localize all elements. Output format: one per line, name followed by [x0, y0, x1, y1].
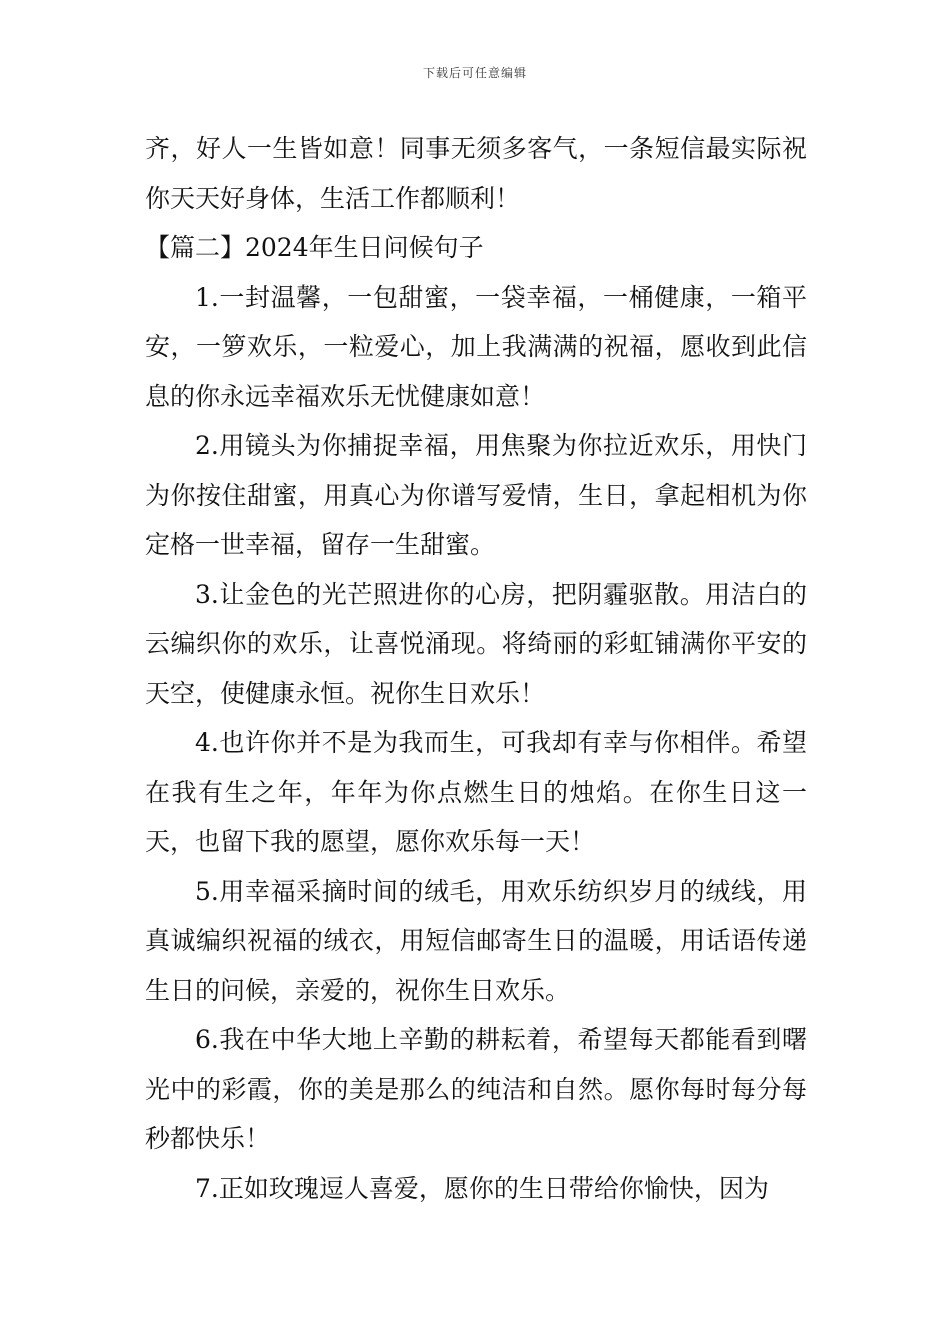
list-item: 4.也许你并不是为我而生，可我却有幸与你相伴。希望在我有生之年，年年为你点燃生日的烛焰。在你生日这一天，也留下我的愿望，愿你欢乐每一天！ [145, 728, 807, 856]
list-item: 5.用幸福采摘时间的绒毛，用欢乐纺织岁月的绒线，用真诚编织祝福的绒衣，用短信邮寄生日的温暖，用话语传递生日的问候，亲爱的，祝你生日欢乐。 [145, 876, 807, 1005]
list-item: 2.用镜头为你捕捉幸福，用焦聚为你拉近欢乐，用快门为你按住甜蜜，用真心为你谱写爱情，生日，拿起相机为你定格一世幸福，留存一生甜蜜。 [145, 431, 807, 559]
page-header-note: 下载后可任意编辑 [422, 66, 527, 80]
list-item: 3.让金色的光芒照进你的心房，把阴霾驱散。用洁白的云编织你的欢乐，让喜悦涌现。将绮丽的彩虹铺满你平安的天空，使健康永恒。祝你生日欢乐！ [145, 579, 807, 708]
continuation-paragraph: 齐，好人一生皆如意！同事无须多客气，一条短信最实际祝你天天好身体，生活工作都顺利！ [145, 134, 807, 213]
list-item: 1.一封温馨，一包甜蜜，一袋幸福，一桶健康，一箱平安，一箩欢乐，一粒爱心，加上我满满的祝福，愿收到此信息的你永远幸福欢乐无忧健康如意！ [145, 282, 807, 411]
section-title: 【篇二】2024年生日问候句子 [145, 233, 484, 262]
list-item: 6.我在中华大地上辛勤的耕耘着，希望每天都能看到曙光中的彩霞，你的美是那么的纯洁和自然。愿你每时每分每秒都快乐！ [145, 1025, 807, 1153]
list-item: 7.正如玫瑰逗人喜爱，愿你的生日带给你愉快，因为 [195, 1173, 769, 1203]
document-body [145, 124, 807, 1213]
